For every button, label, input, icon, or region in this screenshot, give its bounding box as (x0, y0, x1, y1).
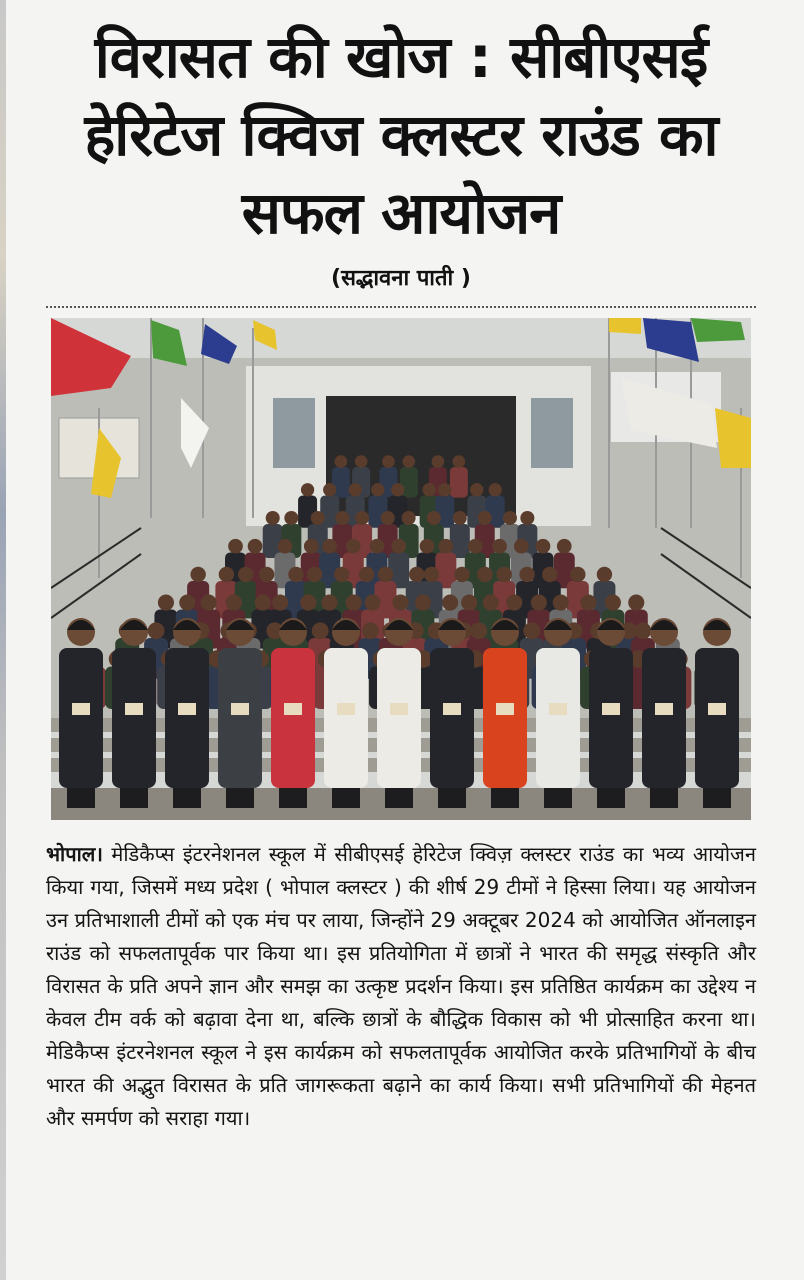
article-headline: विरासत की खोज : सीबीएसई हेरिटेज क्विज क्लस्टर राउंड का सफल आयोजन (84, 23, 718, 247)
article-body-text: मेडिकैप्स इंटरनेशनल स्कूल में सीबीएसई हेरिटेज क्विज़ क्लस्टर राउंड का भव्य आयोजन किया गया, जिसमें मध्य प्रदेश ( भोपाल क्लस्टर ) की शीर्ष 29 टीमों ने हिस्सा लिया। यह आयोजन उन प्रतिभाशाली टीमों को एक मंच पर लाया, जिन्होंने 29 अक्टूबर 2024 को आयोजित ऑनलाइन राउंड को सफलतापूर्वक पार किया था। इस प्रतियोगिता में छात्रों ने भारत की समृद्ध संस्कृति और विरासत के प्रति अपने ज्ञान और समझ का उत्कृष्ट प्रदर्शन किया। इस प्रतिष्ठित कार्यक्रम का उद्देश्य न केवल टीम वर्क को बढ़ावा देना था, बल्कि छात्रों के बौद्धिक विकास को भी प्रोत्साहित करना था। मेडिकैप्स इंटरनेशनल स्कूल ने इस कार्यक्रम को सफलतापूर्वक आयोजित करके प्रतिभागियों के बीच भारत की अद्भुत विरासत के प्रति जागरूकता बढ़ाने का कार्य किया। सभी प्रतिभागियों की मेहनत और समर्पण को सराहा गया। (46, 842, 756, 1130)
group-photo (51, 318, 751, 820)
article-body (46, 838, 756, 1135)
article-dateline: भोपाल। (46, 842, 103, 866)
adjacent-page-edge (0, 0, 6, 1280)
article-byline: (सद्भावना पाती ) (331, 266, 471, 291)
news-article (44, 18, 758, 1135)
divider-rule (46, 306, 756, 308)
group-photo-illustration (51, 318, 751, 820)
